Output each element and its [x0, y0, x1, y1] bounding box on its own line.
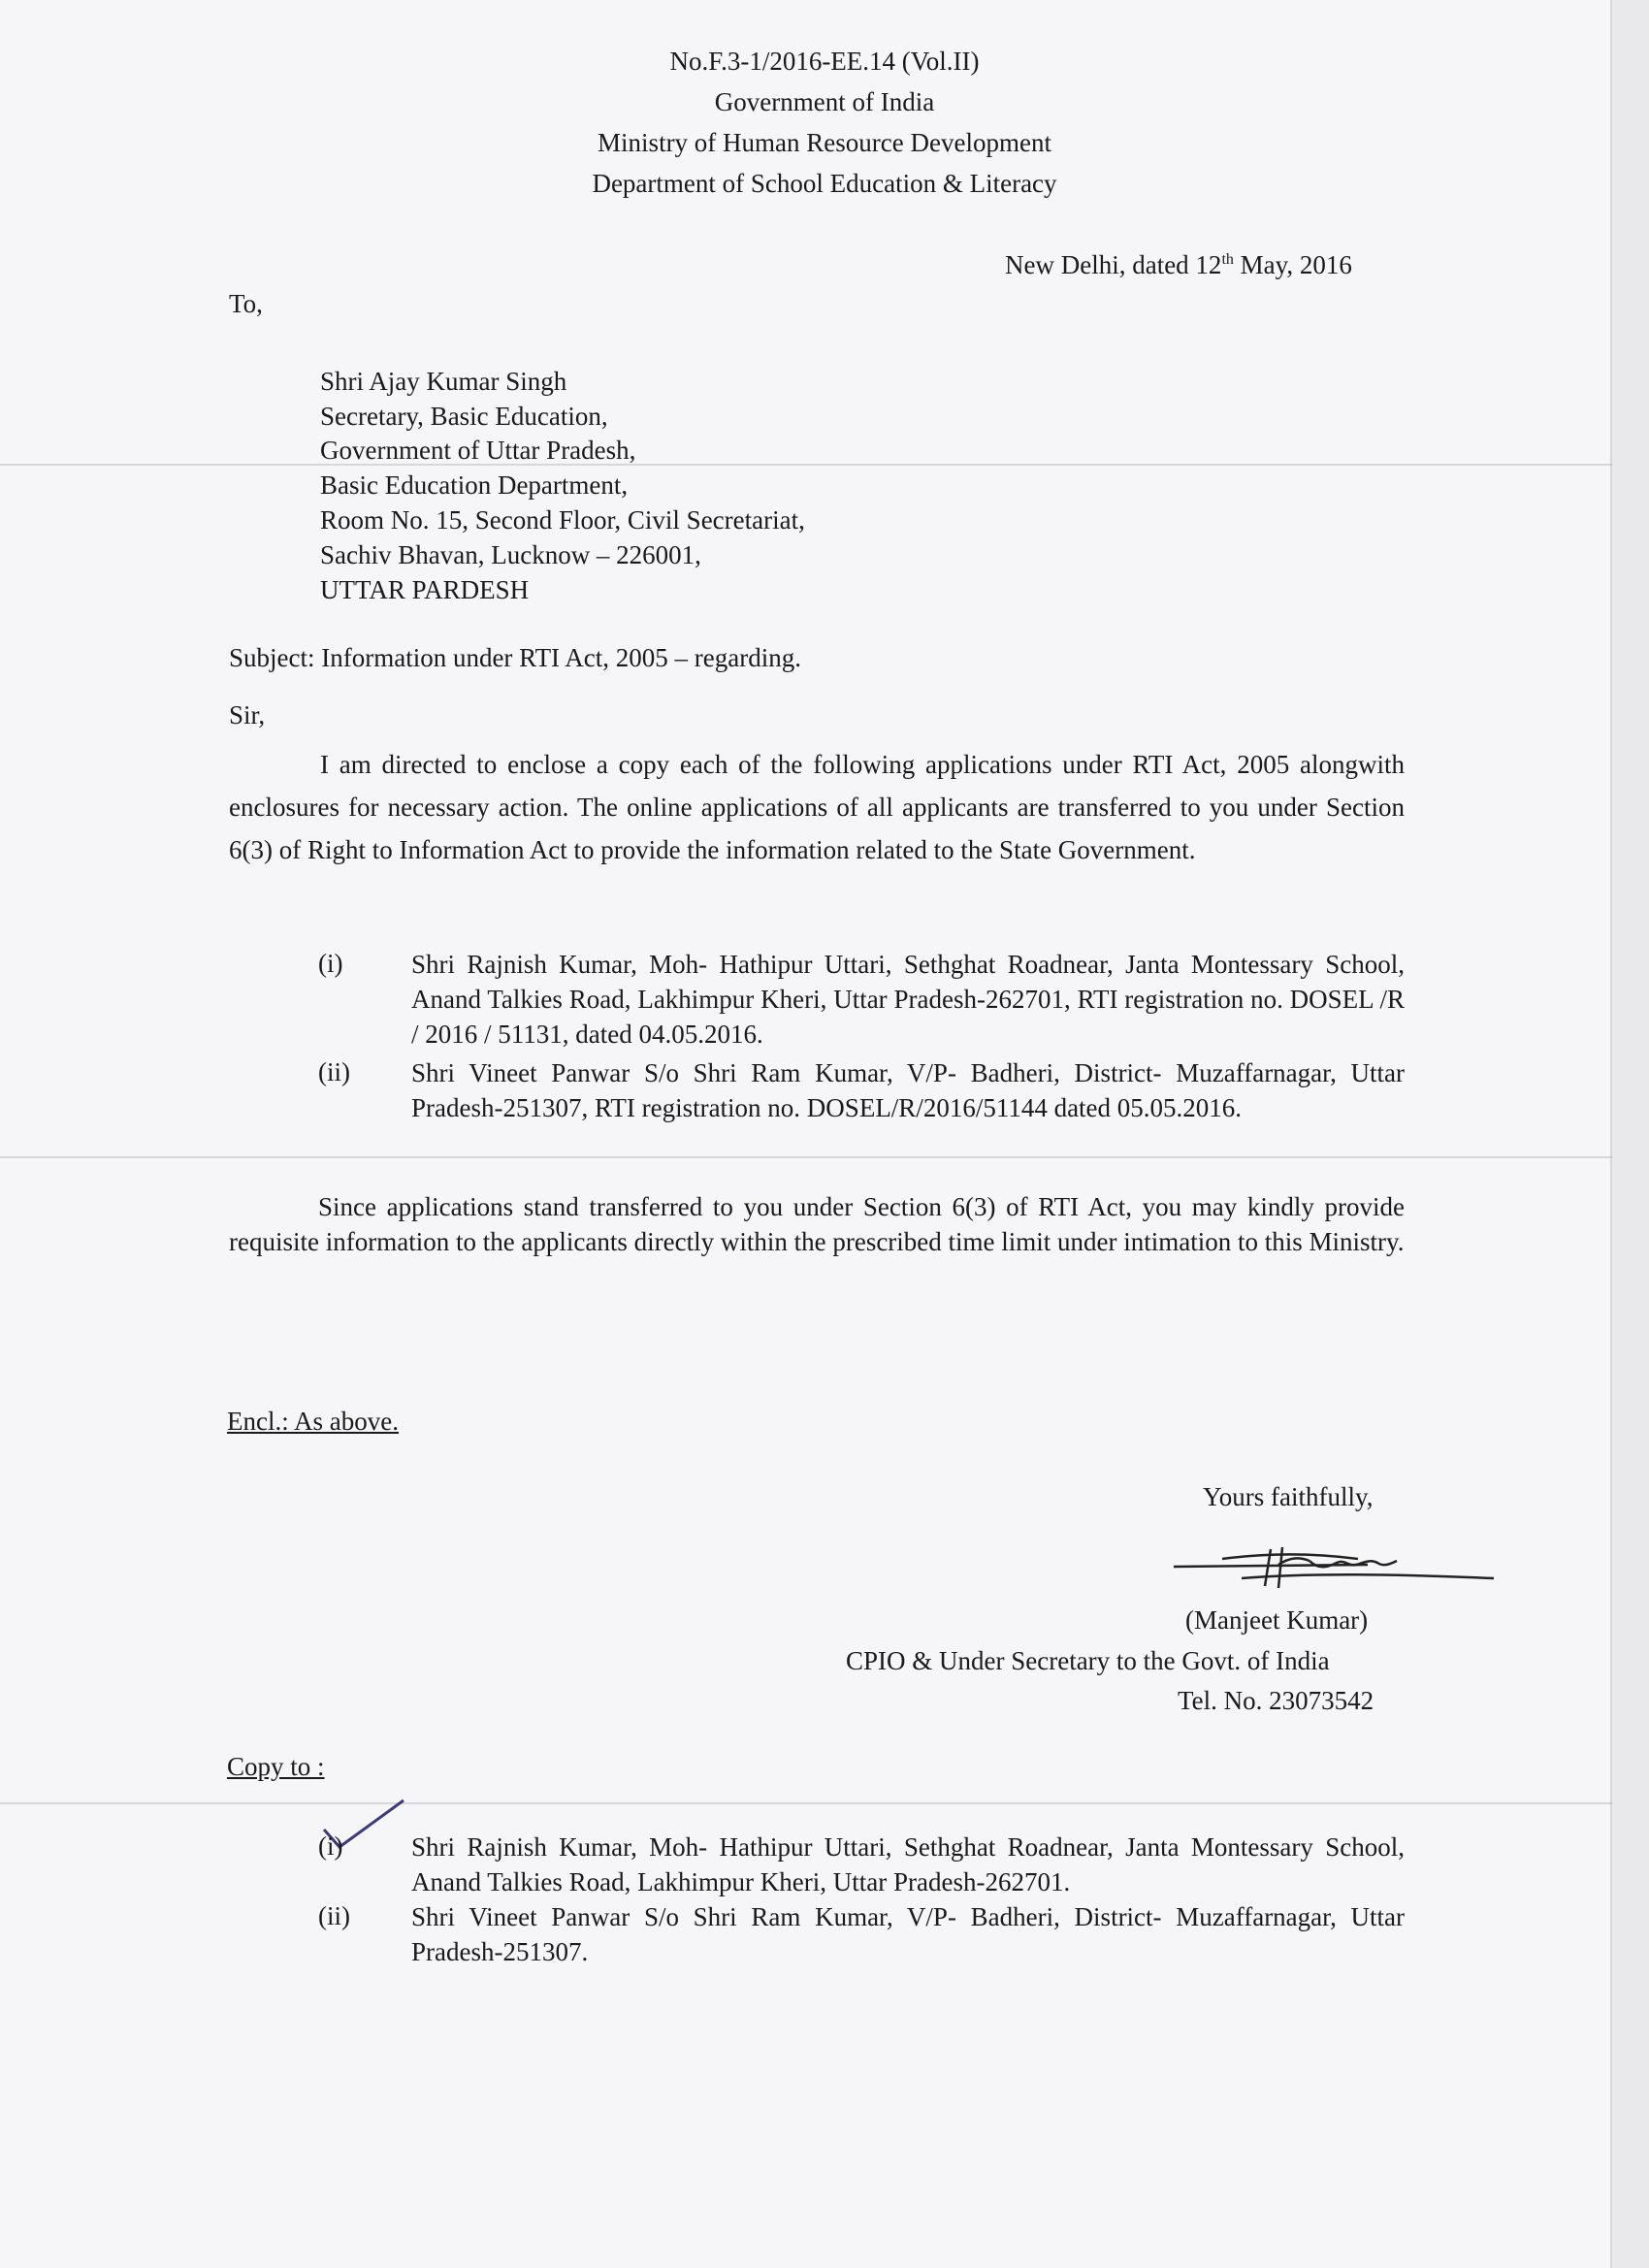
signatory-designation: CPIO & Under Secretary to the Govt. of India: [846, 1646, 1330, 1675]
closing-phrase: Yours faithfully,: [1203, 1482, 1374, 1511]
copy-recipient-number: (i): [318, 1831, 343, 1861]
enclosure-note: Encl.: As above.: [227, 1407, 399, 1436]
file-number: No.F.3-1/2016-EE.14 (Vol.II): [669, 47, 980, 76]
copy-recipient-item: Shri Vineet Panwar S/o Shri Ram Kumar, V/P- Badheri, District- Muzaffarnagar, Uttar Pradesh-251307.: [411, 1902, 1405, 1966]
addressee-line: Government of Uttar Pradesh,: [320, 436, 636, 465]
fold-line: [0, 1802, 1612, 1804]
to-label: To,: [229, 289, 263, 318]
application-number: (ii): [318, 1057, 350, 1086]
addressee-line: Sachiv Bhavan, Lucknow – 226001,: [320, 540, 701, 569]
department-line: Department of School Education & Literacy: [592, 169, 1057, 198]
ministry-line: Ministry of Human Resource Development: [598, 128, 1051, 157]
government-line: Government of India: [714, 87, 935, 116]
signature-mark: [1164, 1538, 1504, 1615]
application-item: Shri Rajnish Kumar, Moh- Hathipur Uttari, Sethghat Roadnear, Janta Montessary School, Anand Talkies Road, Lakhimpur Kheri, Uttar Pradesh-262701, RTI registration no. DOSEL /R / 2016 / 51131, dated 04.05.2016.: [411, 950, 1405, 1049]
copy-to-label: Copy to :: [227, 1752, 325, 1781]
copy-recipient-number: (ii): [318, 1901, 350, 1930]
salutation: Sir,: [229, 700, 266, 729]
signatory-telephone: Tel. No. 23073542: [1178, 1686, 1374, 1715]
fold-line: [0, 1156, 1612, 1158]
subject-line: Subject: Information under RTI Act, 2005 – regarding.: [229, 643, 801, 672]
addressee-line: Room No. 15, Second Floor, Civil Secretariat,: [320, 505, 805, 535]
addressee-line: Shri Ajay Kumar Singh: [320, 367, 567, 396]
addressee-line: UTTAR PARDESH: [320, 575, 530, 604]
closing-paragraph: Since applications stand transferred to you under Section 6(3) of RTI Act, you may kindly provide requisite information to the applicants directly within the prescribed time limit under intimation to this Ministry.: [229, 1192, 1405, 1256]
fold-line: [0, 464, 1612, 466]
addressee-line: Secretary, Basic Education,: [320, 402, 608, 431]
page-edge: [1612, 0, 1649, 2268]
copy-recipient-item: Shri Rajnish Kumar, Moh- Hathipur Uttari, Sethghat Roadnear, Janta Montessary School, Anand Talkies Road, Lakhimpur Kheri, Uttar Pradesh-262701.: [411, 1832, 1405, 1896]
addressee-line: Basic Education Department,: [320, 470, 629, 500]
application-item: Shri Vineet Panwar S/o Shri Ram Kumar, V/P- Badheri, District- Muzaffarnagar, Uttar Pradesh-251307, RTI registration no. DOSEL/R/2016/51144 dated 05.05.2016.: [411, 1058, 1405, 1122]
letter-date: New Delhi, dated 12th May, 2016: [1005, 250, 1352, 279]
body-paragraph: I am directed to enclose a copy each of the following applications under RTI Act, 2005 alongwith enclosures for necessary action. The online applications of all applicants are transferred to you under Section 6(3) of Right to Information Act to provide the information related to the State Government.: [229, 750, 1405, 864]
application-number: (i): [318, 949, 343, 978]
signatory-name: (Manjeet Kumar): [1185, 1605, 1369, 1635]
